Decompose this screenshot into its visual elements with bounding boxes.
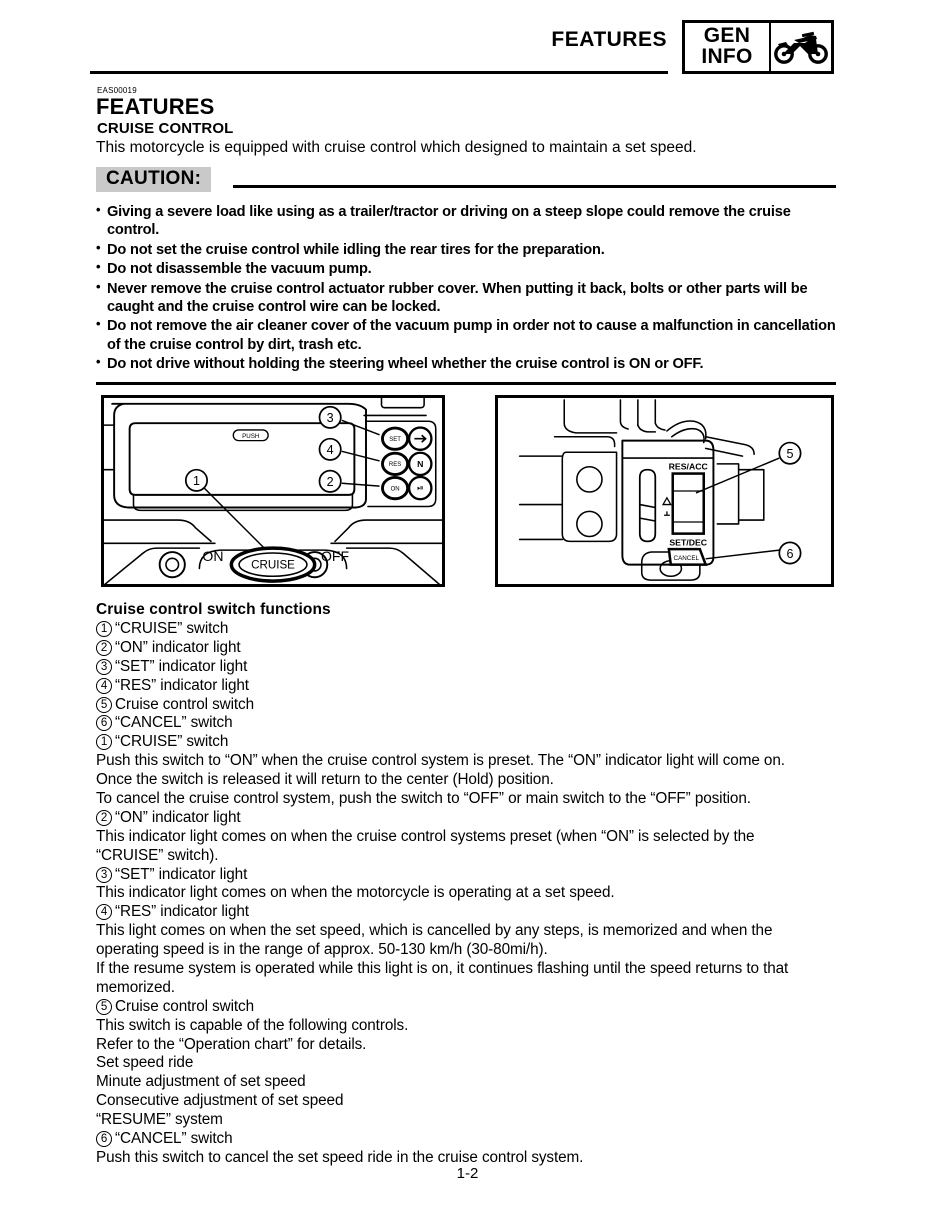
svg-text:4: 4 — [326, 443, 334, 458]
svg-text:2: 2 — [326, 475, 334, 490]
detail-text: “CRUISE” switch). — [96, 846, 219, 864]
circled-number: 4 — [96, 678, 112, 694]
svg-text:⏯: ⏯ — [417, 483, 424, 493]
detail-text: This indicator light comes on when the motorcycle is operating at a set speed. — [96, 884, 615, 902]
detail-text: Once the switch is released it will return to the center (Hold) position. — [96, 771, 554, 789]
detail-text: Push this switch to “ON” when the cruise control system is preset. The “ON” indicator light will come on. — [96, 752, 785, 770]
caution-list — [96, 203, 836, 373]
gen-info-line2: INFO — [701, 45, 753, 68]
detail-text: memorized. — [96, 978, 175, 996]
caution-bottom-rule — [96, 382, 836, 385]
function-item-label: “SET” indicator light — [115, 657, 248, 675]
detail-text: operating speed is in the range of approx. 50-130 km/h (30-80mi/h). — [96, 941, 548, 959]
svg-text:PUSH: PUSH — [242, 433, 260, 441]
detail-heading-label: Cruise control switch — [115, 997, 255, 1015]
svg-text:OFF: OFF — [320, 547, 350, 564]
svg-text:ON: ON — [390, 486, 400, 493]
caution-item: • Do not remove the air cleaner cover of the vacuum pump in order not to cause a malfunction in cancellation of the cruise control by dirt, trash etc. — [96, 317, 836, 354]
detail-text: To cancel the cruise control system, push the switch to “OFF” or main switch to the “OFF” position. — [96, 790, 751, 808]
caution-item: • Do not disassemble the vacuum pump. — [96, 260, 836, 278]
circled-number: 6 — [96, 715, 112, 731]
document-code: EAS00019 — [97, 86, 137, 95]
svg-text:SET/DEC: SET/DEC — [669, 537, 708, 548]
detail-heading-label: “ON” indicator light — [115, 808, 241, 826]
caution-header — [96, 167, 836, 193]
handlebar-switch-illustration — [495, 395, 834, 587]
svg-text:ON: ON — [202, 547, 224, 564]
gen-info-line1: GEN — [703, 24, 751, 48]
circled-number: 1 — [96, 734, 112, 750]
detail-heading-label: “CANCEL” switch — [115, 1130, 233, 1148]
header-rule — [90, 71, 668, 74]
svg-text:1: 1 — [192, 474, 200, 489]
caution-item: • Giving a severe load like using as a trailer/tractor or driving on a steep slope could remove the cruise control. — [96, 203, 836, 240]
function-item — [96, 639, 841, 658]
detail-heading-6 — [96, 1130, 841, 1149]
caution-item: • Do not set the cruise control while idling the rear tires for the preparation. — [96, 241, 836, 259]
page-title: FEATURES — [551, 28, 667, 51]
caution-block — [96, 167, 836, 385]
svg-text:N: N — [417, 459, 424, 470]
motorcycle-icon — [771, 23, 831, 71]
detail-text: If the resume system is operated while this light is on, it continues flashing until the speed returns to that — [96, 960, 789, 978]
svg-text:RES/ACC: RES/ACC — [668, 461, 708, 472]
circled-number: 3 — [96, 867, 112, 883]
circled-number: 5 — [96, 697, 112, 713]
circled-number: 4 — [96, 904, 112, 920]
detail-text: This switch is capable of the following controls. — [96, 1016, 409, 1034]
detail-heading-1 — [96, 733, 841, 752]
function-item-label: “ON” indicator light — [115, 638, 241, 656]
function-item-label: Cruise control switch — [115, 695, 255, 713]
circled-number: 5 — [96, 999, 112, 1015]
detail-text: This indicator light comes on when the cruise control systems preset (when “ON” is selected by the — [96, 827, 755, 845]
caution-top-rule — [233, 185, 836, 188]
function-item-label: “CANCEL” switch — [115, 714, 233, 732]
detail-heading-3 — [96, 866, 841, 885]
function-item-label: “RES” indicator light — [115, 676, 249, 694]
circled-number: 2 — [96, 810, 112, 826]
figure-row — [101, 395, 834, 587]
function-item — [96, 620, 841, 639]
circled-number: 6 — [96, 1131, 112, 1147]
page-number: 1-2 — [456, 1165, 479, 1182]
detail-text: Set speed ride — [96, 1054, 194, 1072]
detail-heading-2 — [96, 809, 841, 828]
detail-heading-label: “SET” indicator light — [115, 865, 248, 883]
function-item — [96, 658, 841, 677]
caution-item: • Never remove the cruise control actuator rubber cover. When putting it back, bolts or other parts will be caught and the cruise control wire can be locked. — [96, 280, 836, 317]
detail-heading-label: “CRUISE” switch — [115, 733, 229, 751]
detail-text: Minute adjustment of set speed — [96, 1073, 306, 1091]
svg-text:RES: RES — [388, 462, 402, 469]
function-item — [96, 696, 841, 715]
section-title: FEATURES — [96, 94, 215, 119]
caution-label: CAUTION: — [96, 167, 211, 192]
subsection-title: CRUISE CONTROL — [97, 120, 234, 137]
content-body — [96, 601, 841, 1168]
detail-heading-label: “RES” indicator light — [115, 903, 249, 921]
detail-heading-5 — [96, 998, 841, 1017]
gen-info-label — [685, 23, 771, 71]
circled-number: 1 — [96, 621, 112, 637]
detail-heading-4 — [96, 903, 841, 922]
caution-item: • Do not drive without holding the steering wheel whether the cruise control is ON or OFF. — [96, 355, 836, 373]
instrument-panel-illustration — [101, 395, 445, 587]
svg-text:CRUISE: CRUISE — [251, 558, 295, 572]
page-header — [0, 0, 935, 80]
svg-text:3: 3 — [326, 411, 334, 426]
detail-text: Consecutive adjustment of set speed — [96, 1092, 344, 1110]
intro-paragraph: This motorcycle is equipped with cruise control which designed to maintain a set speed. — [96, 139, 697, 156]
detail-text: Push this switch to cancel the set speed ride in the cruise control system. — [96, 1148, 584, 1166]
gen-info-tab — [682, 20, 834, 74]
svg-text:6: 6 — [786, 546, 794, 561]
detail-text: This light comes on when the set speed, which is cancelled by any steps, is memorized and when the — [96, 922, 773, 940]
circled-number: 3 — [96, 659, 112, 675]
functions-heading: Cruise control switch functions — [96, 601, 331, 618]
svg-text:SET: SET — [389, 437, 401, 444]
function-item-label: “CRUISE” switch — [115, 620, 229, 637]
svg-text:CANCEL: CANCEL — [673, 554, 700, 562]
function-item — [96, 714, 841, 733]
detail-text: “RESUME” system — [96, 1111, 223, 1129]
detail-text: Refer to the “Operation chart” for details. — [96, 1035, 367, 1053]
circled-number: 2 — [96, 640, 112, 656]
svg-text:5: 5 — [786, 447, 794, 462]
function-item — [96, 677, 841, 696]
